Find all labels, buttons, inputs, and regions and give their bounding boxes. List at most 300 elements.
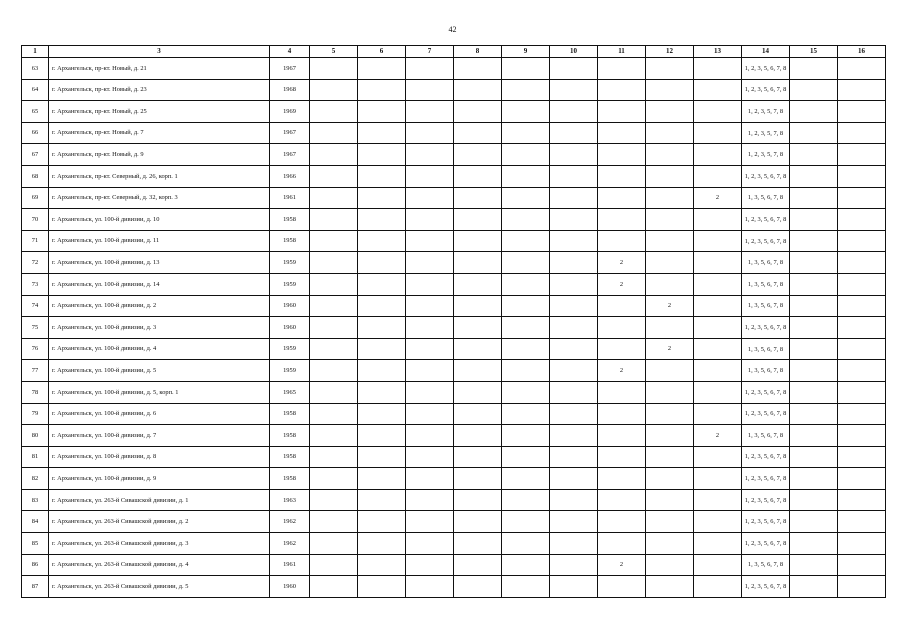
col-12-cell [646, 576, 694, 598]
year-cell: 1958 [270, 403, 310, 425]
col-13-cell [694, 101, 742, 123]
col-11-cell [598, 295, 646, 317]
col-9-cell [502, 468, 550, 490]
col-8-cell [454, 295, 502, 317]
col-10-cell [550, 144, 598, 166]
col-8-cell [454, 101, 502, 123]
col-12-cell: 2 [646, 295, 694, 317]
col-16-cell [838, 209, 886, 231]
col-15-cell [790, 230, 838, 252]
col-13-cell: 2 [694, 425, 742, 447]
year-cell: 1958 [270, 425, 310, 447]
col-14-cell: 1, 2, 3, 5, 7, 8 [742, 122, 790, 144]
col-14-cell: 1, 2, 3, 5, 6, 7, 8 [742, 576, 790, 598]
address-cell: г. Архангельск, пр-кт. Северный, д. 32, корп. 3 [49, 187, 270, 209]
col-11-cell: 2 [598, 273, 646, 295]
col-6-cell [358, 79, 406, 101]
col-7-cell [406, 511, 454, 533]
col-11-cell: 2 [598, 554, 646, 576]
col-15-cell [790, 122, 838, 144]
col-10-cell [550, 554, 598, 576]
column-header: 8 [454, 46, 502, 58]
table-row [22, 576, 886, 598]
year-cell: 1969 [270, 101, 310, 123]
col-16-cell [838, 122, 886, 144]
col-9-cell [502, 533, 550, 555]
col-7-cell [406, 576, 454, 598]
address-cell: г. Архангельск, пр-кт. Новый, д. 25 [49, 101, 270, 123]
col-9-cell [502, 144, 550, 166]
row-number: 70 [22, 209, 49, 231]
col-5-cell [310, 317, 358, 339]
col-9-cell [502, 511, 550, 533]
col-7-cell [406, 209, 454, 231]
address-cell: г. Архангельск, ул. 100-й дивизии, д. 13 [49, 252, 270, 274]
col-15-cell [790, 209, 838, 231]
col-16-cell [838, 58, 886, 80]
col-16-cell [838, 403, 886, 425]
col-8-cell [454, 273, 502, 295]
year-cell: 1966 [270, 165, 310, 187]
col-16-cell [838, 425, 886, 447]
col-15-cell [790, 554, 838, 576]
col-13-cell [694, 533, 742, 555]
col-11-cell [598, 338, 646, 360]
col-8-cell [454, 360, 502, 382]
col-15-cell [790, 381, 838, 403]
col-7-cell [406, 554, 454, 576]
col-8-cell [454, 554, 502, 576]
address-cell: г. Архангельск, ул. 100-й дивизии, д. 11 [49, 230, 270, 252]
address-cell: г. Архангельск, ул. 263-й Сивашской дивизии, д. 4 [49, 554, 270, 576]
address-cell: г. Архангельск, ул. 263-й Сивашской дивизии, д. 3 [49, 533, 270, 555]
col-14-cell: 1, 2, 3, 5, 6, 7, 8 [742, 403, 790, 425]
row-number: 85 [22, 533, 49, 555]
col-12-cell [646, 511, 694, 533]
col-12-cell [646, 122, 694, 144]
col-6-cell [358, 295, 406, 317]
col-5-cell [310, 381, 358, 403]
header-row [22, 46, 886, 58]
col-14-cell: 1, 2, 3, 5, 6, 7, 8 [742, 468, 790, 490]
col-8-cell [454, 230, 502, 252]
table-row [22, 79, 886, 101]
col-10-cell [550, 489, 598, 511]
col-10-cell [550, 533, 598, 555]
col-15-cell [790, 511, 838, 533]
col-15-cell [790, 252, 838, 274]
col-6-cell [358, 381, 406, 403]
column-header: 6 [358, 46, 406, 58]
year-cell: 1959 [270, 252, 310, 274]
col-10-cell [550, 58, 598, 80]
col-15-cell [790, 533, 838, 555]
col-13-cell: 2 [694, 187, 742, 209]
col-11-cell [598, 446, 646, 468]
row-number: 79 [22, 403, 49, 425]
col-15-cell [790, 79, 838, 101]
address-cell: г. Архангельск, ул. 100-й дивизии, д. 4 [49, 338, 270, 360]
col-13-cell [694, 511, 742, 533]
col-14-cell: 1, 3, 5, 6, 7, 8 [742, 425, 790, 447]
year-cell: 1960 [270, 576, 310, 598]
table-row [22, 446, 886, 468]
column-header: 9 [502, 46, 550, 58]
col-14-cell: 1, 3, 5, 6, 7, 8 [742, 252, 790, 274]
col-12-cell [646, 101, 694, 123]
col-15-cell [790, 165, 838, 187]
col-11-cell [598, 317, 646, 339]
col-15-cell [790, 403, 838, 425]
address-cell: г. Архангельск, ул. 100-й дивизии, д. 5 [49, 360, 270, 382]
col-9-cell [502, 101, 550, 123]
row-number: 83 [22, 489, 49, 511]
col-16-cell [838, 511, 886, 533]
col-13-cell [694, 489, 742, 511]
col-5-cell [310, 511, 358, 533]
col-8-cell [454, 533, 502, 555]
col-9-cell [502, 489, 550, 511]
col-16-cell [838, 381, 886, 403]
row-number: 81 [22, 446, 49, 468]
col-14-cell: 1, 3, 5, 6, 7, 8 [742, 187, 790, 209]
col-10-cell [550, 273, 598, 295]
table-row [22, 230, 886, 252]
col-5-cell [310, 165, 358, 187]
col-11-cell [598, 230, 646, 252]
col-8-cell [454, 317, 502, 339]
column-header: 13 [694, 46, 742, 58]
col-15-cell [790, 446, 838, 468]
col-8-cell [454, 446, 502, 468]
col-14-cell: 1, 2, 3, 5, 6, 7, 8 [742, 58, 790, 80]
address-cell: г. Архангельск, ул. 100-й дивизии, д. 5, корп. 1 [49, 381, 270, 403]
col-9-cell [502, 187, 550, 209]
year-cell: 1965 [270, 381, 310, 403]
col-6-cell [358, 511, 406, 533]
col-14-cell: 1, 2, 3, 5, 6, 7, 8 [742, 165, 790, 187]
column-header: 16 [838, 46, 886, 58]
row-number: 68 [22, 165, 49, 187]
col-8-cell [454, 468, 502, 490]
address-cell: г. Архангельск, пр-кт. Северный, д. 26, корп. 1 [49, 165, 270, 187]
year-cell: 1959 [270, 338, 310, 360]
year-cell: 1967 [270, 144, 310, 166]
year-cell: 1962 [270, 511, 310, 533]
col-14-cell: 1, 2, 3, 5, 6, 7, 8 [742, 209, 790, 231]
col-9-cell [502, 576, 550, 598]
col-7-cell [406, 468, 454, 490]
row-number: 86 [22, 554, 49, 576]
col-6-cell [358, 273, 406, 295]
col-6-cell [358, 317, 406, 339]
col-9-cell [502, 230, 550, 252]
col-15-cell [790, 273, 838, 295]
row-number: 67 [22, 144, 49, 166]
col-12-cell [646, 252, 694, 274]
col-8-cell [454, 489, 502, 511]
table-row [22, 533, 886, 555]
year-cell: 1963 [270, 489, 310, 511]
col-13-cell [694, 295, 742, 317]
col-16-cell [838, 317, 886, 339]
col-6-cell [358, 533, 406, 555]
col-14-cell: 1, 2, 3, 5, 6, 7, 8 [742, 230, 790, 252]
col-8-cell [454, 381, 502, 403]
col-5-cell [310, 144, 358, 166]
row-number: 74 [22, 295, 49, 317]
col-11-cell [598, 187, 646, 209]
col-10-cell [550, 403, 598, 425]
col-8-cell [454, 338, 502, 360]
col-9-cell [502, 58, 550, 80]
table-row [22, 252, 886, 274]
col-5-cell [310, 295, 358, 317]
registry-table [21, 45, 886, 598]
address-cell: г. Архангельск, ул. 100-й дивизии, д. 9 [49, 468, 270, 490]
col-13-cell [694, 446, 742, 468]
col-12-cell [646, 273, 694, 295]
col-7-cell [406, 273, 454, 295]
row-number: 75 [22, 317, 49, 339]
col-12-cell [646, 381, 694, 403]
col-6-cell [358, 468, 406, 490]
col-16-cell [838, 468, 886, 490]
col-14-cell: 1, 2, 3, 5, 6, 7, 8 [742, 381, 790, 403]
col-16-cell [838, 533, 886, 555]
col-5-cell [310, 489, 358, 511]
col-5-cell [310, 338, 358, 360]
col-12-cell [646, 554, 694, 576]
address-cell: г. Архангельск, ул. 263-й Сивашской дивизии, д. 1 [49, 489, 270, 511]
table-row [22, 554, 886, 576]
col-6-cell [358, 360, 406, 382]
col-15-cell [790, 101, 838, 123]
col-10-cell [550, 122, 598, 144]
col-10-cell [550, 360, 598, 382]
table-row [22, 511, 886, 533]
col-13-cell [694, 230, 742, 252]
col-13-cell [694, 252, 742, 274]
col-7-cell [406, 295, 454, 317]
row-number: 73 [22, 273, 49, 295]
col-7-cell [406, 489, 454, 511]
col-10-cell [550, 295, 598, 317]
col-13-cell [694, 122, 742, 144]
col-7-cell [406, 165, 454, 187]
col-8-cell [454, 425, 502, 447]
col-9-cell [502, 446, 550, 468]
address-cell: г. Архангельск, ул. 100-й дивизии, д. 2 [49, 295, 270, 317]
col-10-cell [550, 576, 598, 598]
col-8-cell [454, 209, 502, 231]
col-11-cell [598, 144, 646, 166]
table-row [22, 489, 886, 511]
year-cell: 1959 [270, 360, 310, 382]
col-14-cell: 1, 3, 5, 6, 7, 8 [742, 295, 790, 317]
col-11-cell [598, 79, 646, 101]
year-cell: 1961 [270, 187, 310, 209]
col-16-cell [838, 554, 886, 576]
col-12-cell [646, 144, 694, 166]
row-number: 63 [22, 58, 49, 80]
col-8-cell [454, 252, 502, 274]
col-10-cell [550, 252, 598, 274]
table-row [22, 317, 886, 339]
col-8-cell [454, 511, 502, 533]
col-11-cell [598, 425, 646, 447]
col-6-cell [358, 122, 406, 144]
col-11-cell [598, 381, 646, 403]
column-header: 11 [598, 46, 646, 58]
col-11-cell [598, 468, 646, 490]
year-cell: 1958 [270, 468, 310, 490]
col-5-cell [310, 533, 358, 555]
col-11-cell [598, 165, 646, 187]
col-5-cell [310, 554, 358, 576]
col-9-cell [502, 403, 550, 425]
col-11-cell [598, 576, 646, 598]
col-12-cell [646, 58, 694, 80]
table-row [22, 338, 886, 360]
table-row [22, 101, 886, 123]
col-5-cell [310, 252, 358, 274]
col-16-cell [838, 446, 886, 468]
col-9-cell [502, 381, 550, 403]
col-12-cell [646, 468, 694, 490]
row-number: 84 [22, 511, 49, 533]
col-5-cell [310, 468, 358, 490]
col-13-cell [694, 360, 742, 382]
col-5-cell [310, 273, 358, 295]
col-7-cell [406, 187, 454, 209]
col-5-cell [310, 101, 358, 123]
address-cell: г. Архангельск, ул. 263-й Сивашской дивизии, д. 5 [49, 576, 270, 598]
col-7-cell [406, 317, 454, 339]
col-6-cell [358, 425, 406, 447]
col-10-cell [550, 446, 598, 468]
col-10-cell [550, 511, 598, 533]
column-header: 15 [790, 46, 838, 58]
col-5-cell [310, 58, 358, 80]
col-7-cell [406, 403, 454, 425]
address-cell: г. Архангельск, ул. 100-й дивизии, д. 8 [49, 446, 270, 468]
col-7-cell [406, 425, 454, 447]
col-12-cell [646, 165, 694, 187]
column-header: 7 [406, 46, 454, 58]
col-13-cell [694, 273, 742, 295]
address-cell: г. Архангельск, пр-кт. Новый, д. 23 [49, 79, 270, 101]
col-12-cell [646, 187, 694, 209]
table-row [22, 144, 886, 166]
col-5-cell [310, 79, 358, 101]
row-number: 72 [22, 252, 49, 274]
row-number: 71 [22, 230, 49, 252]
col-15-cell [790, 360, 838, 382]
col-12-cell [646, 360, 694, 382]
col-13-cell [694, 381, 742, 403]
col-16-cell [838, 252, 886, 274]
year-cell: 1960 [270, 295, 310, 317]
col-10-cell [550, 165, 598, 187]
col-16-cell [838, 360, 886, 382]
table-row [22, 425, 886, 447]
col-15-cell [790, 295, 838, 317]
col-16-cell [838, 230, 886, 252]
col-12-cell [646, 317, 694, 339]
col-7-cell [406, 144, 454, 166]
col-5-cell [310, 122, 358, 144]
row-number: 69 [22, 187, 49, 209]
col-12-cell [646, 79, 694, 101]
col-15-cell [790, 187, 838, 209]
col-13-cell [694, 576, 742, 598]
col-14-cell: 1, 2, 3, 5, 7, 8 [742, 101, 790, 123]
col-12-cell [646, 425, 694, 447]
year-cell: 1958 [270, 230, 310, 252]
col-10-cell [550, 338, 598, 360]
col-13-cell [694, 58, 742, 80]
address-cell: г. Архангельск, пр-кт. Новый, д. 21 [49, 58, 270, 80]
table-row [22, 209, 886, 231]
col-14-cell: 1, 2, 3, 5, 7, 8 [742, 144, 790, 166]
year-cell: 1962 [270, 533, 310, 555]
table-row [22, 360, 886, 382]
col-15-cell [790, 144, 838, 166]
column-header: 3 [49, 46, 270, 58]
year-cell: 1958 [270, 446, 310, 468]
col-15-cell [790, 317, 838, 339]
col-6-cell [358, 230, 406, 252]
col-6-cell [358, 165, 406, 187]
col-8-cell [454, 403, 502, 425]
table-row [22, 273, 886, 295]
col-13-cell [694, 317, 742, 339]
col-14-cell: 1, 2, 3, 5, 6, 7, 8 [742, 533, 790, 555]
col-16-cell [838, 576, 886, 598]
col-10-cell [550, 381, 598, 403]
year-cell: 1958 [270, 209, 310, 231]
table-row [22, 403, 886, 425]
col-8-cell [454, 79, 502, 101]
col-8-cell [454, 576, 502, 598]
col-5-cell [310, 446, 358, 468]
row-number: 80 [22, 425, 49, 447]
col-14-cell: 1, 3, 5, 6, 7, 8 [742, 554, 790, 576]
col-16-cell [838, 295, 886, 317]
col-6-cell [358, 338, 406, 360]
table-row [22, 165, 886, 187]
table-body [22, 58, 886, 598]
col-7-cell [406, 446, 454, 468]
col-7-cell [406, 58, 454, 80]
col-12-cell [646, 489, 694, 511]
col-11-cell [598, 403, 646, 425]
col-13-cell [694, 403, 742, 425]
col-14-cell: 1, 3, 5, 6, 7, 8 [742, 338, 790, 360]
col-15-cell [790, 576, 838, 598]
col-5-cell [310, 576, 358, 598]
col-9-cell [502, 165, 550, 187]
col-11-cell: 2 [598, 252, 646, 274]
col-7-cell [406, 252, 454, 274]
col-5-cell [310, 209, 358, 231]
col-8-cell [454, 187, 502, 209]
col-7-cell [406, 122, 454, 144]
col-11-cell [598, 489, 646, 511]
col-10-cell [550, 209, 598, 231]
col-9-cell [502, 209, 550, 231]
